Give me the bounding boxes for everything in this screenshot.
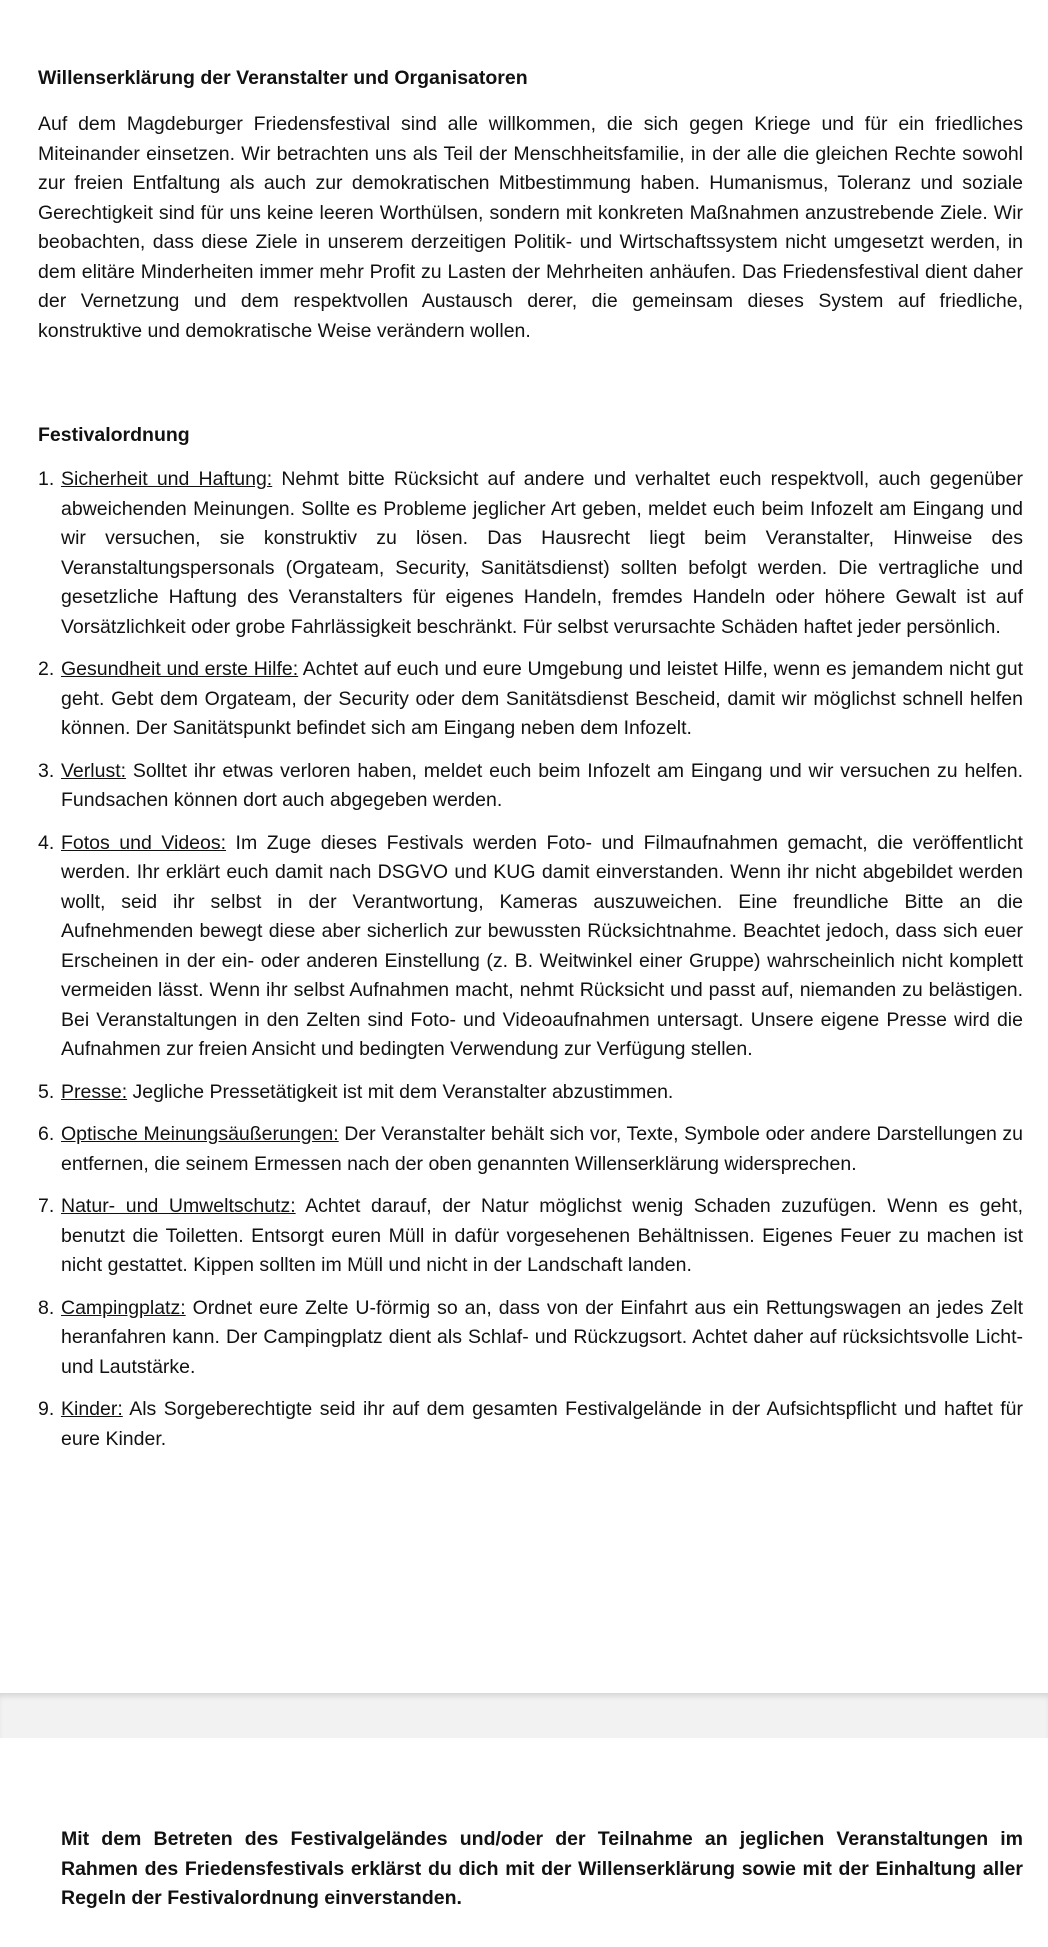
rule-item-health [38, 655, 1023, 744]
rule-title: Verlust: [61, 759, 127, 782]
declaration-paragraph: Auf dem Magdeburger Friedensfestival sind alle willkommen, die sich gegen Kriege und für ein friedliches Miteinander einsetzen. Wir betrachten uns als Teil der Menschheitsfamilie, in der alle die gleichen Rechte sowohl zur freien Entfaltung als auch zur demokratischen Mitbestimmung haben. Humanismus, Toleranz und soziale Gerechtigkeit sind für uns keine leeren Worthülsen, sondern mit konkreten Maßnahmen anzustrebende Ziele. Wir beobachten, dass diese Ziele in unserem derzeitigen Politik- und Wirtschaftssystem nicht umgesetzt werden, in dem elitäre Minderheiten immer mehr Profit zu Lasten der Mehrheiten anhäufen. Das Friedensfestival dient daher der Vernetzung und dem respektvollen Austausch derer, die gemeinsam dieses System auf friedliche, konstruktive und demokratische Weise verändern wollen. [38, 113, 1023, 342]
rule-text: Achtet auf euch und eure Umgebung und leistet Hilfe, wenn es jemandem nicht gut geht. Gebt dem Orgateam, der Security oder dem Sanitätsdienst Bescheid, damit wir möglichst schnell helfen können. Der Sanitätspunkt befindet sich am Eingang neben dem Infozelt. [61, 658, 1023, 739]
rule-number: 9. [38, 1398, 55, 1420]
rule-title: Sicherheit und Haftung: [61, 468, 273, 490]
rule-item-visual-expressions [38, 1120, 1023, 1179]
rule-number: 6. [38, 1123, 55, 1145]
document-page-2 [0, 1738, 1048, 1947]
rule-number: 7. [38, 1195, 55, 1217]
rule-number: 8. [38, 1296, 55, 1319]
festival-rules-list [38, 465, 1023, 1467]
rule-number: 5. [38, 1080, 55, 1103]
rule-text: Ordnet eure Zelte U-förmig so an, dass von der Einfahrt aus ein Rettungswagen an jedes Zelt heranfahren kann. Der Campingplatz dient als Schlaf- und Rückzugsort. Achtet daher auf rücksichtsvolle Licht- und Lautstärke. [61, 1296, 1023, 1378]
rule-title: Kinder: [61, 1398, 123, 1420]
rule-text: Der Veranstalter behält sich vor, Texte, Symbole oder andere Darstellungen zu entfernen, die seinem Ermessen nach der oben genannten Willenserklärung widersprechen. [61, 1123, 1023, 1175]
rule-title: Natur- und Umweltschutz: [61, 1195, 296, 1217]
rule-title: Campingplatz: [61, 1296, 186, 1319]
rule-item-photos [38, 829, 1023, 1065]
rule-text: Solltet ihr etwas verloren haben, meldet euch beim Infozelt am Eingang und wir versuchen zu helfen. Fundsachen können dort auch abgegeben werden. [61, 759, 1023, 811]
rule-number: 4. [38, 831, 55, 854]
rule-text: Als Sorgeberechtigte seid ihr auf dem gesamten Festivalgelände in der Aufsichtspflicht und haftet für eure Kinder. [61, 1398, 1023, 1450]
rule-item-camping [38, 1294, 1023, 1383]
rule-text: Achtet darauf, der Natur möglichst wenig Schaden zuzufügen. Wenn es geht, benutzt die Toiletten. Entsorgt euren Müll in dafür vorgesehenen Behältnissen. Eigenes Feuer zu machen ist nicht gestattet. Kippen sollten im Müll und nicht in der Landschaft landen. [61, 1195, 1023, 1276]
rule-text: Im Zuge dieses Festivals werden Foto- und Filmaufnahmen gemacht, die veröffentlicht werden. Ihr erklärt euch damit nach DSGVO und KUG damit einverstanden. Wenn ihr nicht abgebildet werden wollt, seid ihr selbst in der Verantwortung, Kameras auszuweichen. Eine freundliche Bitte an die Aufnehmenden bewegt diese aber sicherlich zur bewussten Rücksichtnahme. Beachtet jedoch, dass sich euer Erscheinen in der ein- oder anderen Einstellung (z. B. Weitwinkel einer Gruppe) wahrscheinlich nicht komplett vermeiden lässt. Wenn ihr selbst Aufnahmen macht, nehmt Rücksicht und passt auf, niemanden zu belästigen. Bei Veranstaltungen in den Zelten sind Foto- und Videoaufnahmen untersagt. Unsere eigene Presse wird die Aufnahmen zur freien Ansicht und bedingten Verwendung zur Verfügung stellen. [61, 831, 1023, 1060]
rule-title: Gesundheit und erste Hilfe: [61, 658, 299, 680]
rule-item-loss [38, 757, 1023, 816]
rule-item-environment [38, 1192, 1023, 1281]
page-separator [0, 1693, 1048, 1739]
rule-text: Nehmt bitte Rücksicht auf andere und verhaltet euch respektvoll, auch gegenüber abweichenden Meinungen. Sollte es Probleme jeglicher Art geben, meldet euch beim Infozelt am Eingang und wir versuchen, sie konstruktiv zu lösen. Das Hausrecht liegt beim Veranstalter, Hinweise des Veranstaltungspersonals (Orgateam, Security, Sanitätsdienst) sollten befolgt werden. Die vertragliche und gesetzliche Haftung des Veranstalters für eigenes Handeln, fremdes Handeln oder höhere Gewalt ist auf Vorsätzlichkeit oder grobe Fahrlässigkeit beschränkt. Für selbst verursachte Schäden haftet jeder persönlich. [61, 468, 1023, 638]
festival-rules-heading: Festivalordnung [38, 424, 190, 446]
declaration-heading: Willenserklärung der Veranstalter und Organisatoren [38, 67, 528, 89]
rule-number: 2. [38, 658, 55, 680]
rule-item-children [38, 1395, 1023, 1454]
rule-title: Optische Meinungsäußerungen: [61, 1123, 339, 1145]
rule-item-press [38, 1078, 1023, 1108]
rule-number: 3. [38, 759, 55, 782]
rule-title: Presse: [61, 1080, 128, 1103]
rule-text: Jegliche Pressetätigkeit ist mit dem Veranstalter abzustimmen. [127, 1080, 674, 1103]
rule-title: Fotos und Videos: [61, 831, 227, 854]
rule-item-safety [38, 465, 1023, 642]
rule-number: 1. [38, 468, 55, 490]
closing-statement: Mit dem Betreten des Festivalgeländes und/oder der Teilnahme an jeglichen Veranstaltungen im Rahmen des Friedensfestivals erklärst du dich mit der Willenserklärung sowie mit der Einhaltung aller Regeln der Festivalordnung einverstanden. [61, 1828, 1023, 1909]
